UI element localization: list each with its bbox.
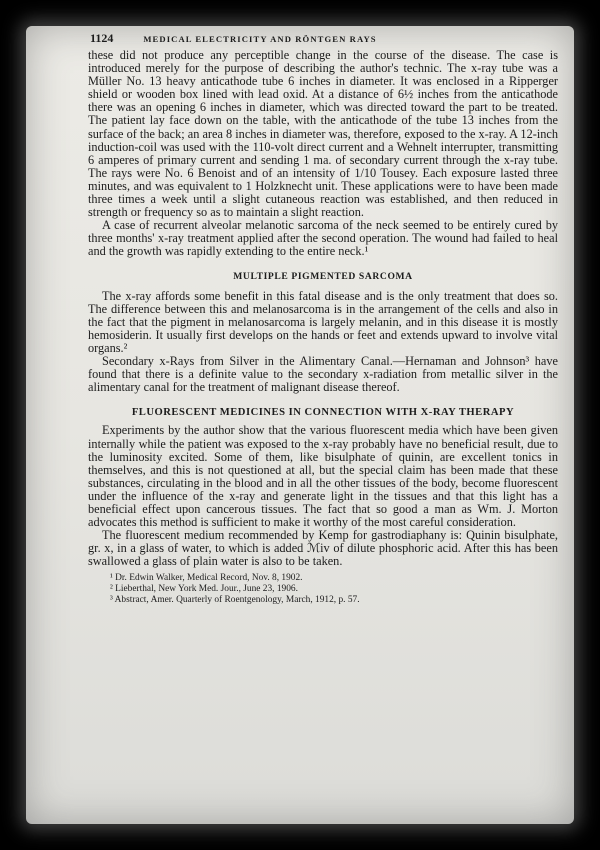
paragraph-fluorescent-experiments: Experiments by the author show that the various fluorescent media which have been given internally while the patient was exposed to the x-ray probably have no beneficial result, due to the luminosity excited. Some of them, like bisulphate of quinin, are excellent tonics in themselves, and this is not questioned at all, but the special claim has been made that these substances, circulating in the blood and in all the other tissues of the body, become fluorescent under the influence of the x-ray and generate light in the tissues and that this light has a beneficial effect upon cancerous tissues. The fact that so good a man as Wm. J. Morton advocates this method is sufficient to make it worthy of the most careful consideration. — [88, 423, 558, 530]
section-heading-fluorescent-medicines: FLUORESCENT MEDICINES IN CONNECTION WITH X-RAY THERAPY — [131, 407, 515, 419]
footnote: ¹ Dr. Edwin Walker, Medical Record, Nov. 8, 1902. — [110, 573, 303, 584]
page-content — [88, 32, 558, 605]
paragraph-kemp-medium: The fluorescent medium recommended by Kemp for gastrodiaphany is: Quinin bisulphate, gr. x, in a glass of water, to which is added ℳiv of dilute phosphoric acid. After this has been swallowed a glass of plain water is also to be taken. — [88, 528, 558, 569]
paragraph-technic: these did not produce any perceptible change in the course of the disease. The case is introduced merely for the purpose of describing the author's technic. The x-ray tube was a Müller No. 13 heavy anticathode tube 6 inches in diameter. It was enclosed in a Ripperger shield or wooden box lined with lead oxid. At a distance of 6½ inches from the anticathode there was an opening 6 inches in diameter, which was directed toward the part to be treated. The patient lay face down on the table, with the anticathode of the tube 13 inches from the surface of the back; an area 8 inches in diameter was, therefore, exposed to the x-ray. A 12-inch induction-coil was used with the 110-volt direct current and a Wehnelt interrupter, transmitting 6 amperes of primary current and sending 1 ma. of secondary current through the x-ray tube. The rays were No. 6 Benoist and of an intensity of 1/10 Tousey. Each exposure lasted three minutes, and was equivalent to 1 Holzknecht unit. These applications were to have been made three times a week until a slight cutaneous reaction was established, and then reduced in strength or frequency so as to maintain a slight reaction. — [88, 48, 558, 220]
footnote: ³ Abstract, Amer. Quarterly of Roentgenology, March, 1912, p. 57. — [110, 594, 360, 605]
footnote: ² Lieberthal, New York Med. Jour., June 23, 1906. — [110, 584, 298, 595]
book-page — [26, 26, 574, 824]
page-number: 1124 — [90, 31, 114, 45]
paragraph-alveolar-sarcoma: A case of recurrent alveolar melanotic sarcoma of the neck seemed to be entirely cured by three months' x-ray treatment applied after the second operation. The wound had failed to heal and the growth was rapidly extending to the entire neck.¹ — [88, 218, 558, 259]
section-heading-pigmented-sarcoma: MULTIPLE PIGMENTED SARCOMA — [233, 270, 413, 282]
paragraph-pigmented-sarcoma: The x-ray affords some benefit in this fatal disease and is the only treatment that does so. The difference between this and melanosarcoma is in the arrangement of the cells and also in the fact that the pigment in melanosarcoma is largely melanin, and in this disease it is mostly hemosiderin. It usually first develops on the hands or feet and extends upward to involve vital organs.² — [88, 288, 558, 355]
footnotes — [88, 573, 558, 605]
paragraph-secondary-x-rays: Secondary x-Rays from Silver in the Alimentary Canal.—Hernaman and Johnson³ have found that there is a definite value to the secondary x-radiation from metallic silver in the alimentary canal for the treatment of malignant disease thereof. — [88, 354, 558, 395]
running-title: MEDICAL ELECTRICITY AND RÖNTGEN RAYS — [143, 34, 377, 44]
running-header — [88, 32, 558, 48]
